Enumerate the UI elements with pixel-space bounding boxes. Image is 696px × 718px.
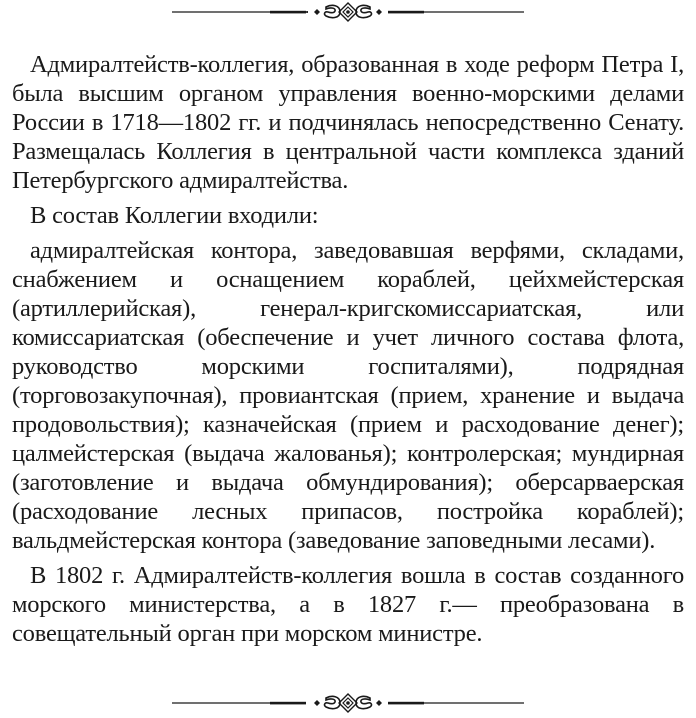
paragraph-conclusion: В 1802 г. Адмиралтейств-коллегия вошла в состав созданного морского министерства, а в 1827 г.— преобразована в совещательный орган при морском министре.: [12, 562, 684, 647]
paragraph-offices-list: адмиралтейская контора, заведовавшая верфями, складами, снабжением и оснащением кораблей, цейхмейстерская (артиллерийская), генерал-кригскомиссариатская, или комиссариатская (обеспечение и учет личного состава флота, руководство морскими госпиталями), подрядная (торговозакупочная), провиантская (прием, хранение и выдача продовольствия); казначейская (прием и расходование денег); цалмейстерская (выдача жалованья); контролерская; мундирная (заготовление и выдача обмундирования); оберсарваерская (расходование лесных припасов, постройка кораблей); вальдмейстерская контора (заведование заповедными лесами).: [12, 237, 684, 554]
paragraph-intro: Адмиралтейств-коллегия, образованная в ходе реформ Петра I, была высшим органом управления военно-морскими делами России в 1718—1802 гг. и подчинялась непосредственно Сенату. Размещалась Коллегия в центральной части комплекса зданий Петербургского адмиралтейства.: [12, 51, 684, 194]
flourish-divider-icon: [170, 692, 526, 714]
flourish-divider-icon: [170, 1, 526, 23]
bottom-ornament-divider: [170, 692, 526, 714]
top-ornament-divider: [170, 1, 526, 23]
paragraph-composition-heading: В состав Коллегии входили:: [30, 202, 319, 229]
document-page: [12, 50, 684, 648]
